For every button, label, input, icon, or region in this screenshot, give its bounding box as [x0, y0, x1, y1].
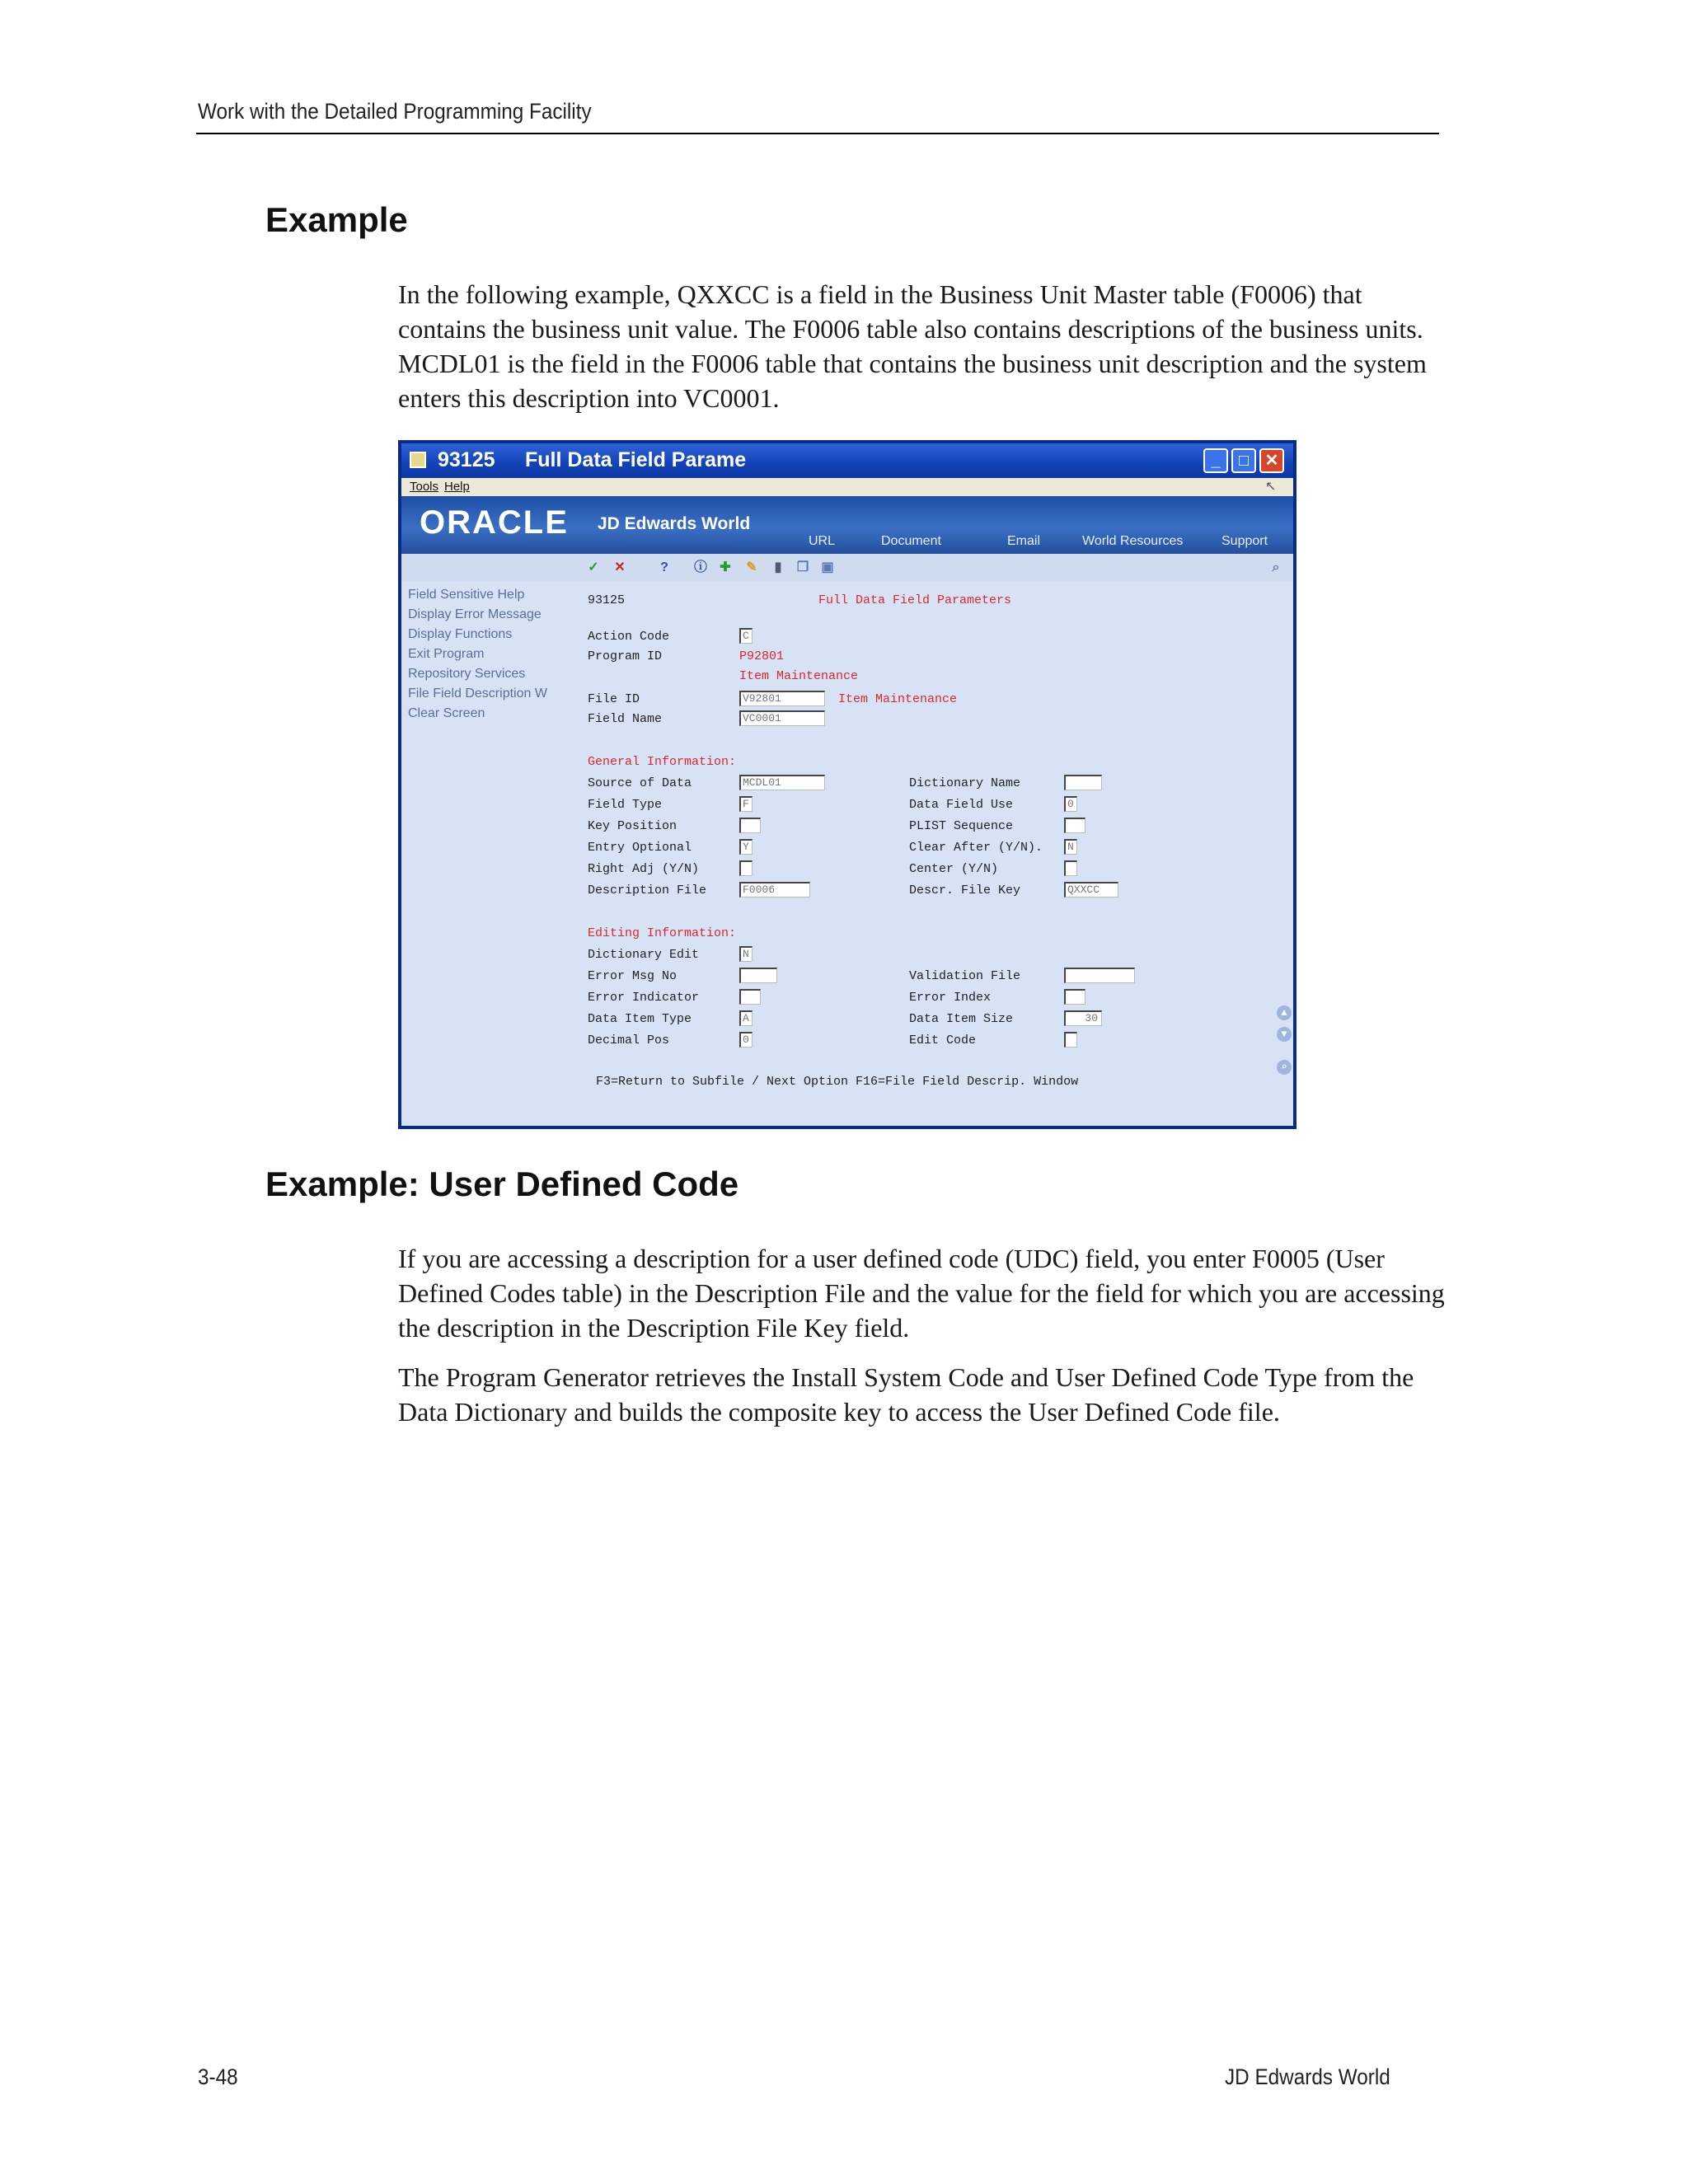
scroll-up-icon[interactable]: ▲	[1277, 1005, 1292, 1020]
pencil-icon[interactable]: ✎	[746, 560, 757, 574]
sidebar-item-exit-program[interactable]: Exit Program	[408, 647, 485, 661]
zoom-icon[interactable]: ⌕	[1277, 1060, 1292, 1075]
validation-file-field[interactable]	[1064, 968, 1135, 983]
descr-file-key-label: Descr. File Key	[909, 883, 1021, 898]
dictionary-name-field[interactable]	[1064, 775, 1102, 790]
jde-product-name: JD Edwards World	[598, 514, 751, 533]
error-msg-no-field[interactable]	[739, 968, 777, 983]
file-description: Item Maintenance	[838, 692, 958, 706]
file-id-field[interactable]: V92801	[739, 691, 825, 706]
error-indicator-label: Error Indicator	[588, 991, 700, 1005]
sidebar-item-field-sensitive-help[interactable]: Field Sensitive Help	[408, 588, 525, 602]
search-icon[interactable]: ⌕	[1272, 560, 1280, 574]
field-type-field[interactable]: F	[739, 796, 753, 812]
description-file-field[interactable]: F0006	[739, 882, 810, 898]
nav-world-resources[interactable]: World Resources	[1082, 534, 1184, 548]
editing-information-header: Editing Information:	[588, 926, 737, 940]
source-of-data-field[interactable]: MCDL01	[739, 775, 825, 790]
validation-file-label: Validation File	[909, 969, 1021, 983]
program-description: Item Maintenance	[739, 669, 859, 683]
menu-corner-icon: ↖	[1265, 480, 1277, 494]
paragraph-udc-2: The Program Generator retrieves the Install System Code and User Defined Code Type from the Data Dictionary and builds the composite key to access the User Defined Code file.	[398, 1362, 1414, 1427]
action-code-label: Action Code	[588, 630, 670, 644]
decimal-pos-field[interactable]: 0	[739, 1032, 753, 1047]
info-icon[interactable]: ⓘ	[693, 560, 707, 574]
function-keys-line: F3=Return to Subfile / Next Option F16=File Field Descrip. Window	[596, 1075, 1079, 1089]
data-item-type-field[interactable]: A	[739, 1010, 753, 1026]
screen-id: 93125	[588, 593, 626, 607]
screenshot-window	[398, 440, 1296, 1129]
window-app-icon	[410, 452, 426, 468]
menu-help[interactable]: Help	[444, 480, 470, 494]
error-indicator-field[interactable]	[739, 989, 761, 1005]
action-code-field[interactable]: C	[739, 628, 753, 644]
delete-icon[interactable]: ▮	[774, 560, 782, 574]
data-item-size-field[interactable]: 30	[1064, 1010, 1102, 1026]
running-header: Work with the Detailed Programming Facility	[198, 99, 592, 124]
minimize-icon[interactable]: _	[1203, 448, 1228, 473]
error-index-field[interactable]	[1064, 989, 1085, 1005]
field-name-field[interactable]: VC0001	[739, 710, 825, 726]
toolbar	[401, 554, 1293, 582]
help-icon[interactable]: ?	[660, 560, 668, 574]
window-title: Full Data Field Parame	[525, 448, 747, 471]
data-item-type-label: Data Item Type	[588, 1012, 692, 1026]
descr-file-key-field[interactable]: QXXCC	[1064, 882, 1118, 898]
sidebar-item-display-functions[interactable]: Display Functions	[408, 627, 513, 641]
footer-product-name: JD Edwards World	[1225, 2064, 1390, 2089]
options-icon[interactable]: ▣	[821, 560, 834, 574]
data-field-use-label: Data Field Use	[909, 798, 1014, 812]
oracle-banner	[401, 496, 1293, 554]
general-information-header: General Information:	[588, 755, 737, 769]
sidebar-item-repository-services[interactable]: Repository Services	[408, 667, 526, 681]
paragraph-udc-1: If you are accessing a description for a user defined code (UDC) field, you enter F0005 (User Defined Codes table) in the Description File and the value for the field for which you are accessing the description in the Description File Key field.	[398, 1244, 1445, 1343]
decimal-pos-label: Decimal Pos	[588, 1033, 670, 1047]
field-name-label: Field Name	[588, 712, 663, 726]
close-icon[interactable]: ✕	[1259, 448, 1284, 473]
sidebar	[401, 582, 563, 1126]
plist-sequence-label: PLIST Sequence	[909, 819, 1014, 833]
check-icon[interactable]: ✓	[588, 560, 599, 574]
key-position-label: Key Position	[588, 819, 678, 833]
page-number: 3-48	[198, 2064, 238, 2089]
scroll-down-icon[interactable]: ▼	[1277, 1027, 1292, 1042]
right-adj-label: Right Adj (Y/N)	[588, 862, 700, 876]
window-program-number: 93125	[438, 448, 495, 471]
data-item-size-label: Data Item Size	[909, 1012, 1014, 1026]
oracle-logo: ORACLE	[420, 504, 569, 541]
program-id-label: Program ID	[588, 649, 663, 663]
paragraph-example: In the following example, QXXCC is a field in the Business Unit Master table (F0006) that contains the business unit value. The F0006 table also contains descriptions of the business units. MCDL01 is the field in the F0006 table that contains the business unit description and the system enters this description into VC0001.	[398, 279, 1427, 413]
cancel-icon[interactable]: ✕	[614, 560, 626, 574]
center-field[interactable]	[1064, 860, 1077, 876]
add-icon[interactable]: ✚	[720, 560, 731, 574]
header-rule	[196, 133, 1439, 134]
heading-example: Example	[265, 200, 408, 239]
clear-after-label: Clear After (Y/N).	[909, 841, 1043, 855]
screen-title: Full Data Field Parameters	[818, 593, 1012, 607]
menu-bar	[401, 478, 1293, 496]
dictionary-name-label: Dictionary Name	[909, 776, 1021, 790]
nav-support[interactable]: Support	[1221, 534, 1268, 548]
entry-optional-label: Entry Optional	[588, 841, 692, 855]
entry-optional-field[interactable]: Y	[739, 839, 753, 855]
dictionary-edit-label: Dictionary Edit	[588, 948, 700, 962]
menu-tools[interactable]: Tools	[410, 480, 439, 494]
center-label: Center (Y/N)	[909, 862, 999, 876]
nav-url[interactable]: URL	[809, 534, 836, 548]
program-id-value: P92801	[739, 649, 785, 663]
key-position-field[interactable]	[739, 818, 761, 833]
maximize-icon[interactable]: □	[1231, 448, 1256, 473]
heading-udc: Example: User Defined Code	[265, 1165, 739, 1203]
error-msg-no-label: Error Msg No	[588, 969, 678, 983]
copy-icon[interactable]: ❐	[796, 560, 809, 574]
error-index-label: Error Index	[909, 991, 992, 1005]
clear-after-field[interactable]: N	[1064, 839, 1077, 855]
nav-email[interactable]: Email	[1007, 534, 1041, 548]
data-field-use-field[interactable]: 0	[1064, 796, 1077, 812]
source-of-data-label: Source of Data	[588, 776, 692, 790]
dictionary-edit-field[interactable]: N	[739, 946, 753, 962]
sidebar-item-file-field-description[interactable]: File Field Description W	[408, 687, 547, 701]
plist-sequence-field[interactable]	[1064, 818, 1085, 833]
right-adj-field[interactable]	[739, 860, 753, 876]
description-file-label: Description File	[588, 883, 707, 898]
sidebar-item-display-error-message[interactable]: Display Error Message	[408, 607, 542, 621]
window-titlebar	[401, 443, 1293, 478]
form-area	[563, 582, 1296, 1126]
file-id-label: File ID	[588, 692, 640, 706]
nav-document[interactable]: Document	[881, 534, 941, 548]
field-type-label: Field Type	[588, 798, 663, 812]
edit-code-label: Edit Code	[909, 1033, 977, 1047]
edit-code-field[interactable]	[1064, 1032, 1077, 1047]
sidebar-item-clear-screen[interactable]: Clear Screen	[408, 706, 485, 720]
